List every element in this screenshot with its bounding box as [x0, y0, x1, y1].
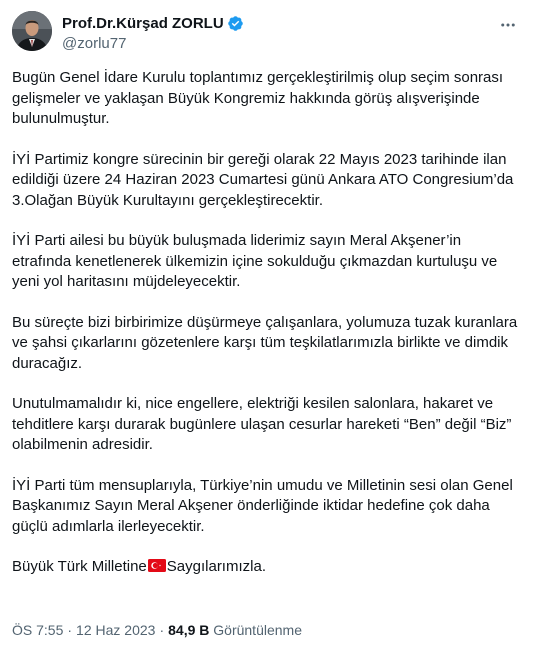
views-label: Görüntülenme	[213, 622, 302, 638]
turkey-flag-icon	[148, 558, 166, 571]
tweet-paragraph: İYİ Parti ailesi bu büyük buluşmada liderimiz sayın Meral Akşener’in etrafında kenetlenerek ülkemizin içine sokulduğu çıkmazdan kurtuluşu ve yeni yol haritasını müjdeleyecektir.	[12, 232, 498, 290]
tweet-closing	[12, 557, 518, 578]
closing-text: Büyük Türk Milletine	[12, 558, 147, 575]
tweet-paragraph: Bu süreçte bizi birbirimize düşürmeye çalışanlara, yolumuza tuzak kuranlara ve şahsi çıkarlarını gözetenlere karşı tüm teşkilatlarımızla birlikte ve dimdik duracağız.	[12, 313, 518, 372]
tweet-paragraph: Bugün Genel İdare Kurulu toplantımız gerçekleştirilmiş olup seçim sonrası gelişmeler ve yaklaşan Büyük Kongremiz hakkında görüş alışverişinde bulunulmuştur.	[12, 69, 504, 127]
author-handle[interactable]: @zorlu77	[62, 35, 127, 52]
tweet-time[interactable]: ÖS 7:55	[12, 622, 64, 638]
tweet-header	[12, 11, 522, 55]
more-options-icon[interactable]	[498, 15, 518, 35]
tweet-date[interactable]: 12 Haz 2023	[76, 622, 156, 638]
verified-badge-icon	[227, 15, 244, 32]
avatar-image	[12, 11, 52, 51]
tweet-paragraph: İYİ Partimiz kongre sürecinin bir gereği olarak 22 Mayıs 2023 tarihinde ilan edildiği üzere 24 Haziran 2023 Cumartesi günü Ankara ATO Congresium’da 3.Olağan Büyük Kurultayını gerçekleştirecektir.	[12, 150, 514, 209]
tweet-paragraph: İYİ Parti tüm mensuplarıyla, Türkiye’nin umudu ve Milletinin sesi olan Genel Başkanımız Sayın Meral Akşener önderliğinde iktidar hedefine çok daha güçlü adımlarla ilerleyecektir.	[12, 476, 513, 535]
author-display-name[interactable]: Prof.Dr.Kürşad ZORLU	[62, 14, 224, 32]
name-row	[62, 14, 244, 32]
closing-signoff: Saygılarımızla.	[166, 558, 266, 575]
views-count[interactable]: 84,9 B	[168, 622, 210, 638]
meta-separator: ·	[159, 622, 165, 638]
tweet-meta	[12, 622, 302, 638]
meta-separator: ·	[67, 622, 73, 638]
tweet-text	[12, 68, 518, 578]
author-names	[62, 14, 244, 52]
tweet-paragraph: Unutulmamalıdır ki, nice engellere, elektriği kesilen salonlara, hakaret ve tehditlere karşı durarak bugünlere ulaşan cesurlar hareketi “Ben” değil “Biz” olabilmenin adresidir.	[12, 395, 512, 453]
avatar[interactable]	[12, 11, 52, 51]
